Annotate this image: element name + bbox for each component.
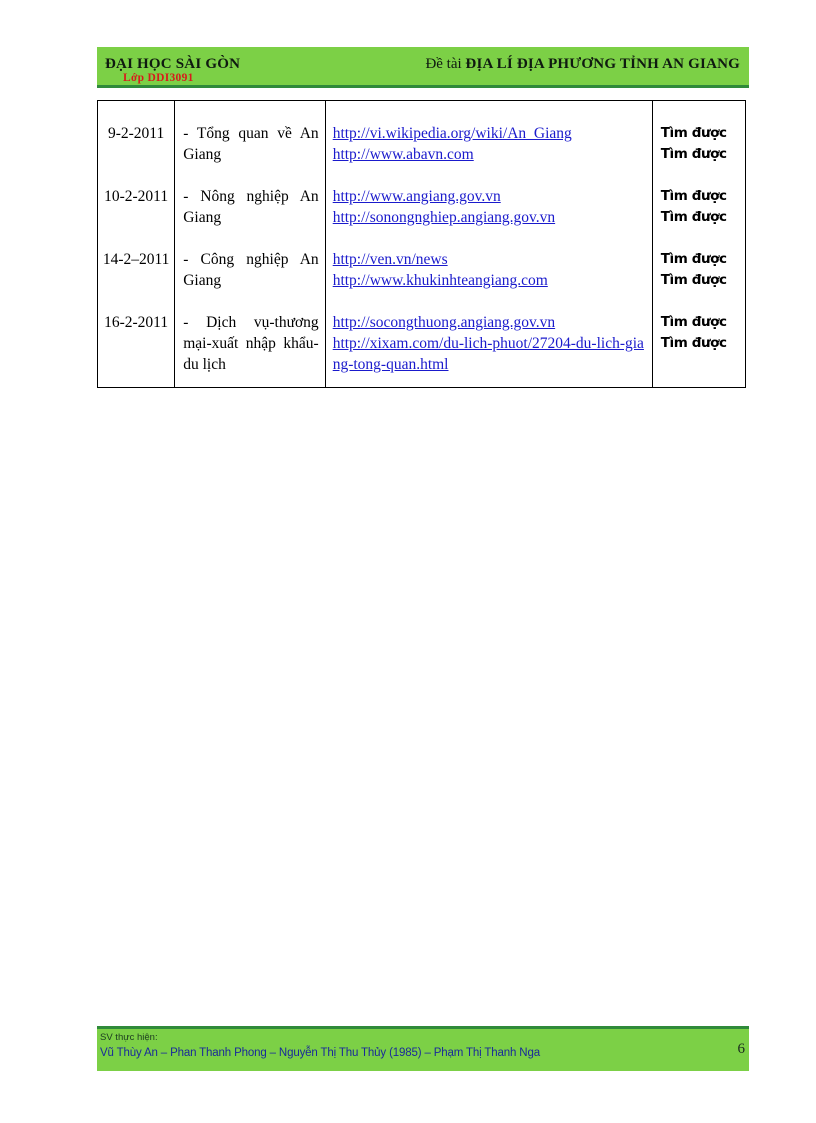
result-text: Tìm được [660,146,727,162]
school-name: ĐẠI HỌC SÀI GÒN [105,56,241,72]
links-cell [325,291,652,388]
result-cell [652,228,745,291]
page-footer [97,1026,749,1071]
result-cell [652,101,745,166]
date-cell: 14-2–2011 [98,228,175,291]
result-text: Tìm được [660,272,727,288]
topic-cell: - Nông nghiệp An Giang [175,165,325,228]
table-row [98,101,746,166]
result-text: Tìm được [660,314,727,330]
date-cell: 10-2-2011 [98,165,175,228]
research-log-table [97,100,746,388]
result-cell [652,291,745,388]
result-cell [652,165,745,228]
source-link[interactable]: http://www.angiang.gov.vn [332,188,501,205]
result-text: Tìm được [660,125,727,141]
topic-name: ĐỊA LÍ ĐỊA PHƯƠNG TỈNH AN GIANG [465,56,740,72]
links-cell [325,101,652,166]
research-log-table-wrap [97,100,745,398]
student-names: Vũ Thùy An – Phan Thanh Phong – Nguyễn Thị Thu Thủy (1985) – Phạm Thị Thanh Nga [100,1047,540,1059]
topic-cell: - Dịch vụ-thương mại-xuất nhập khẩu-du lịch [175,291,325,388]
source-link[interactable]: http://socongthuong.angiang.gov.vn [332,314,556,331]
students-label: SV thực hiện: [100,1032,158,1043]
date-cell: 9-2-2011 [98,101,175,166]
source-link[interactable]: http://vi.wikipedia.org/wiki/An_Giang [332,125,572,142]
table-row [98,165,746,228]
source-link[interactable]: http://www.abavn.com [332,146,474,163]
links-cell [325,165,652,228]
result-text: Tìm được [660,209,727,225]
source-link[interactable]: http://xixam.com/du-lich-phuot/27204-du-lich-giang-tong-quan.html [332,335,644,373]
page-number: 6 [737,1041,745,1057]
topic-title [425,56,740,73]
topic-cell: - Công nghiệp An Giang [175,228,325,291]
result-text: Tìm được [660,188,727,204]
page-header [97,47,749,88]
topic-cell: - Tổng quan về An Giang [175,101,325,166]
source-link[interactable]: http://www.khukinhteangiang.com [332,272,548,289]
topic-prefix: Đề tài [425,56,462,72]
source-link[interactable]: http://ven.vn/news [332,251,448,268]
table-row [98,291,746,388]
date-cell: 16-2-2011 [98,291,175,388]
result-text: Tìm được [660,335,727,351]
links-cell [325,228,652,291]
source-link[interactable]: http://sonongnghiep.angiang.gov.vn [332,209,556,226]
class-label: Lớp DDI3091 [123,72,194,84]
result-text: Tìm được [660,251,727,267]
table-row [98,228,746,291]
